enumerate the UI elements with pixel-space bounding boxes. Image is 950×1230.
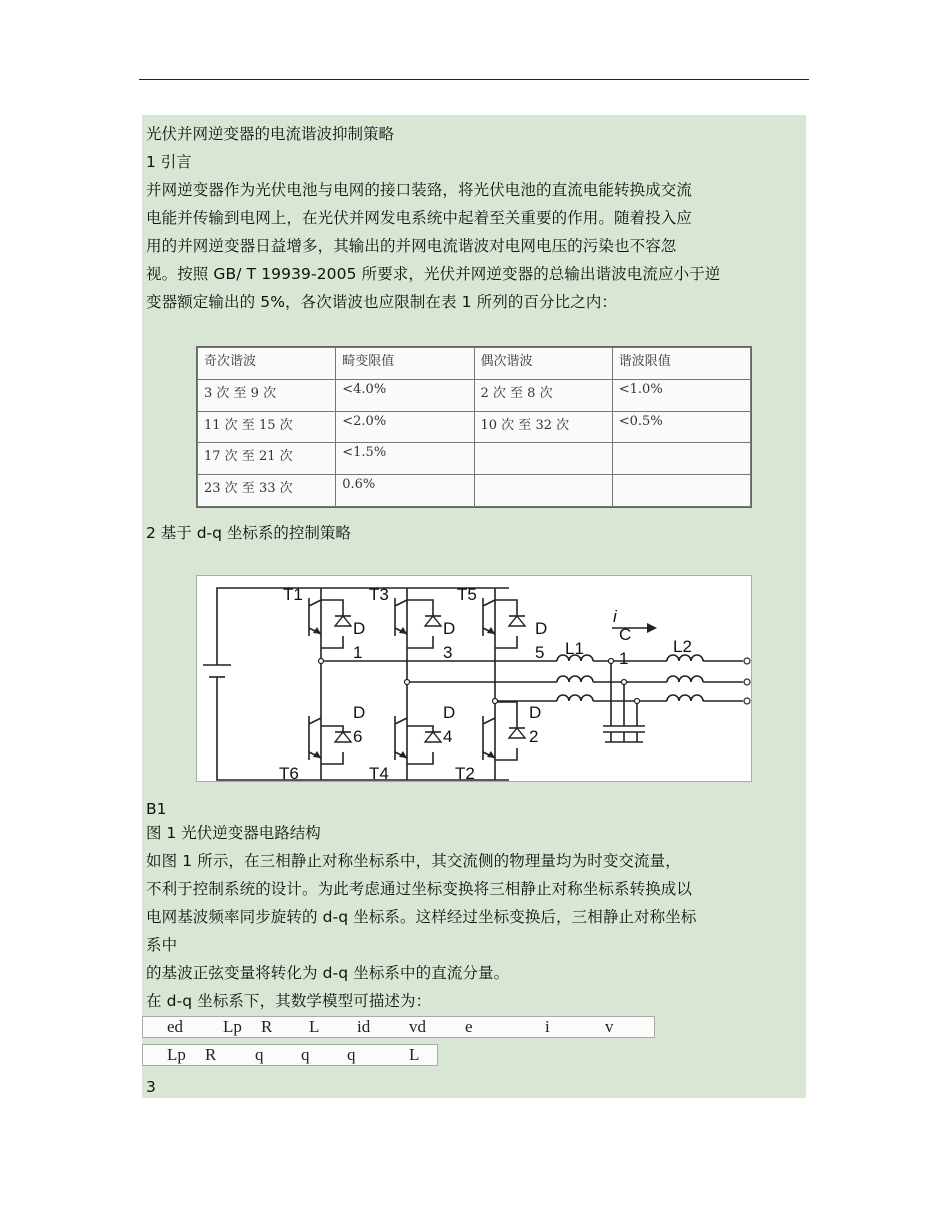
table-cell: 10 次 至 32 次	[474, 411, 612, 443]
label-diode-6: 6	[353, 727, 363, 746]
header-rule	[139, 79, 809, 80]
table-cell: <2.0%	[336, 411, 474, 443]
label-current: i	[613, 607, 617, 626]
diode-d3	[425, 616, 441, 626]
intro-line: 用的并网逆变器日益增多，其输出的并网电流谐波对电网电压的污染也不容忽	[146, 237, 677, 255]
table-cell: <0.5%	[612, 411, 750, 443]
diode-d6	[335, 732, 351, 742]
diode-d1	[335, 616, 351, 626]
body-line: 在 d-q 坐标系下，其数学模型可描述为：	[146, 992, 432, 1010]
label-diode-4: 4	[443, 727, 453, 746]
label-t6: T6	[279, 764, 299, 783]
body-line: 的基波正弦变量将转化为 d-q 坐标系中的直流分量。	[146, 964, 510, 982]
terminal	[744, 698, 750, 704]
equation-row-2	[142, 1044, 438, 1066]
label-c-index: 1	[619, 649, 629, 668]
intro-line: 视。按照 GB/ T 19939-2005 所要求，光伏并网逆变器的总输出谐波电流应小于逆	[146, 265, 721, 283]
table-header-cell: 偶次谐波	[474, 348, 612, 380]
label-diode-1: 1	[353, 643, 363, 662]
inverter-circuit-diagram	[196, 575, 752, 782]
table-cell	[474, 475, 612, 507]
section-2-heading: 2 基于 d-q 坐标系的控制策略	[146, 524, 351, 542]
equation-term: e	[465, 1017, 473, 1036]
equation-term: q	[301, 1045, 310, 1064]
label-d: D	[535, 619, 548, 638]
label-t1: T1	[283, 585, 303, 604]
table-cell: 23 次 至 33 次	[198, 475, 336, 507]
equation-term: L	[409, 1045, 420, 1064]
label-diode-3: 3	[443, 643, 453, 662]
body-line: 不利于控制系统的设计。为此考虑通过坐标变换将三相静止对称坐标系转换成以	[146, 880, 693, 898]
body-line: 电网基波频率同步旋转的 d-q 坐标系。这样经过坐标变换后，三相静止对称坐标	[146, 908, 697, 926]
table-row	[198, 475, 751, 507]
table-cell: 17 次 至 21 次	[198, 443, 336, 475]
table-cell	[612, 475, 750, 507]
terminal	[744, 658, 750, 664]
circuit-svg	[197, 576, 753, 783]
equation-number: 3	[146, 1078, 156, 1096]
equation-term: R	[205, 1045, 217, 1064]
table-cell: <1.5%	[336, 443, 474, 475]
inductor-l2-c	[667, 695, 703, 701]
table-cell: 11 次 至 15 次	[198, 411, 336, 443]
label-d: D	[353, 703, 366, 722]
table-header-row	[198, 348, 751, 380]
table-cell: 0.6%	[336, 475, 474, 507]
label-l1: L1	[565, 639, 584, 658]
document-title: 光伏并网逆变器的电流谐波抑制策略	[146, 125, 395, 143]
equation-term: Lp	[167, 1045, 186, 1064]
equation-term: Lp	[223, 1017, 242, 1036]
diode-d2	[509, 728, 525, 738]
nodes	[319, 658, 751, 704]
intro-line: 并网逆变器作为光伏电池与电网的接口装臵，将光伏电池的直流电能转换成交流	[146, 181, 693, 199]
diode-d5	[509, 616, 525, 626]
label-diode-2: 2	[529, 727, 539, 746]
equation-term: v	[605, 1017, 614, 1036]
label-d: D	[443, 703, 456, 722]
terminal	[744, 679, 750, 685]
equation-term: vd	[409, 1017, 426, 1036]
label-t3: T3	[369, 585, 389, 604]
table-row	[198, 411, 751, 443]
table-cell	[612, 443, 750, 475]
equation-row-1	[142, 1016, 655, 1038]
label-c: C	[619, 625, 632, 644]
equation-term: ed	[167, 1017, 184, 1036]
figure-caption: 图 1 光伏逆变器电路结构	[146, 824, 321, 842]
equation-term: q	[347, 1045, 356, 1064]
equation-term: q	[255, 1045, 264, 1064]
inductor-l1-c	[557, 695, 593, 701]
table-row	[198, 379, 751, 411]
section-1-heading: 1 引言	[146, 153, 192, 171]
diode-d4	[425, 732, 441, 742]
label-d: D	[529, 703, 542, 722]
inductor-l2-b	[667, 676, 703, 682]
label-d: D	[443, 619, 456, 638]
equation-term: R	[261, 1017, 273, 1036]
figure-tag: B1	[146, 800, 167, 818]
equation-term: id	[357, 1017, 371, 1036]
table-cell	[474, 443, 612, 475]
intro-line: 变器额定输出的 5%，各次谐波也应限制在表 1 所列的百分比之内：	[146, 293, 618, 311]
table-cell: <1.0%	[612, 379, 750, 411]
harmonic-limits-table	[196, 346, 752, 508]
table-cell: 3 次 至 9 次	[198, 379, 336, 411]
label-t2: T2	[455, 764, 475, 783]
table-header-cell: 畸变限值	[336, 348, 474, 380]
label-d: D	[353, 619, 366, 638]
intro-line: 电能并传输到电网上，在光伏并网发电系统中起着至关重要的作用。随着投入应	[146, 209, 693, 227]
label-t4: T4	[369, 764, 389, 783]
table-header-cell: 奇次谐波	[198, 348, 336, 380]
body-line: 如图 1 所示，在三相静止对称坐标系中，其交流侧的物理量均为时变交流量，	[146, 852, 681, 870]
arrowheads	[313, 623, 657, 758]
table-cell: <4.0%	[336, 379, 474, 411]
label-l2: L2	[673, 637, 692, 656]
inductor-l1-b	[557, 676, 593, 682]
body-line: 系中	[146, 936, 178, 954]
table-cell: 2 次 至 8 次	[474, 379, 612, 411]
equation-term: L	[309, 1017, 320, 1036]
table-header-cell: 谐波限值	[612, 348, 750, 380]
table-row	[198, 443, 751, 475]
label-t5: T5	[457, 585, 477, 604]
label-diode-5: 5	[535, 643, 545, 662]
equation-term: i	[545, 1017, 550, 1036]
